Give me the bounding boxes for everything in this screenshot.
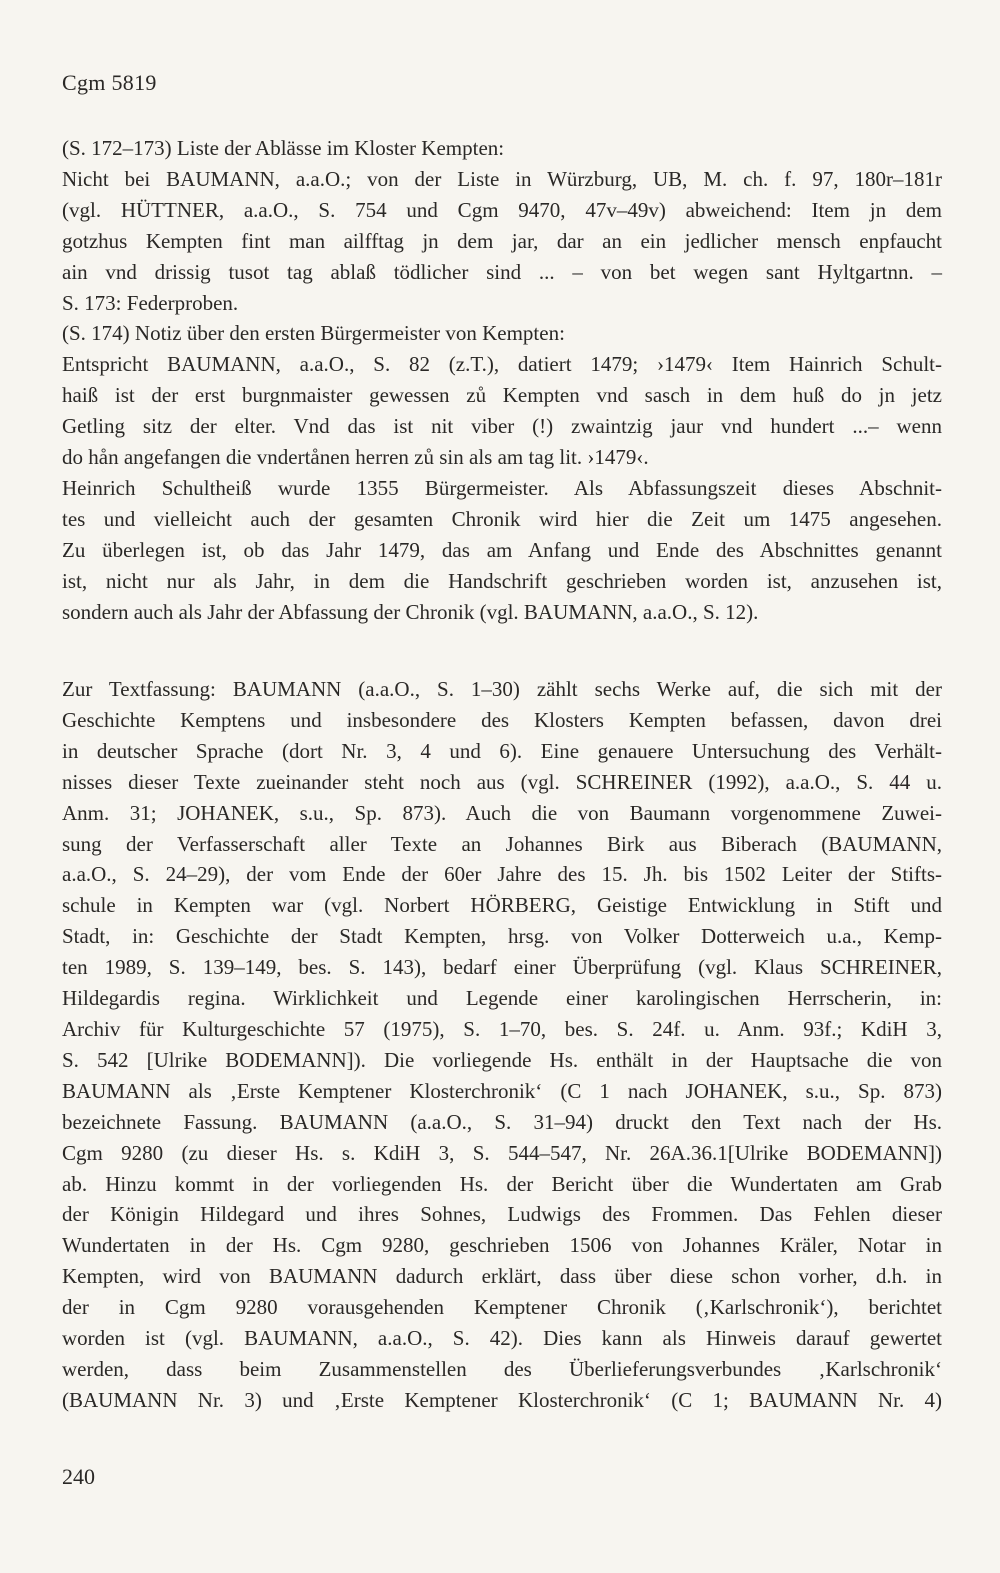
text-line: (S. 174) Notiz über den ersten Bürgermeister von Kempten: <box>62 321 565 346</box>
page-number: 240 <box>62 1464 95 1489</box>
text-line: schule in Kempten war (vgl. Norbert HÖRBERG, Geistige Entwicklung in Stift und <box>62 893 942 918</box>
text-line: tes und vielleicht auch der gesamten Chronik wird hier die Zeit um 1475 angesehen. <box>62 506 942 531</box>
text-line: Anm. 31; JOHANEK, s.u., Sp. 873). Auch die von Baumann vorgenommene Zuwei- <box>62 800 942 825</box>
text-line: Geschichte Kemptens und insbesondere des Klosters Kempten befassen, davon drei <box>62 707 942 732</box>
text-line: (S. 172–173) Liste der Ablässe im Kloster Kempten: <box>62 136 505 160</box>
text-line: (BAUMANN Nr. 3) und ‚Erste Kemptener Klosterchronik‘ (C 1; BAUMANN Nr. 4) <box>62 1387 942 1412</box>
text-line: sung der Verfasserschaft aller Texte an Johannes Birk aus Biberach (BAUMANN, <box>62 831 942 856</box>
text-line: ain vnd drissig tusot tag ablaß tödlicher sind ... – von bet wegen sant Hyltgartnn. – <box>62 259 942 284</box>
text-line: in deutscher Sprache (dort Nr. 3, 4 und 6). Eine genauere Untersuchung des Verhält- <box>62 738 942 763</box>
text-line: Wundertaten in der Hs. Cgm 9280, geschrieben 1506 von Johannes Kräler, Notar in <box>62 1233 942 1258</box>
text-line: do hån angefangen die vndertånen herren zů sin als am tag lit. ›1479‹. <box>62 445 649 470</box>
text-line: Heinrich Schultheiß wurde 1355 Bürgermeister. Als Abfassungszeit dieses Abschnit- <box>62 475 942 500</box>
text-line: Kempten, wird von BAUMANN dadurch erklärt, dass über diese schon vorher, d.h. in <box>62 1264 942 1289</box>
text-line: ab. Hinzu kommt in der vorliegenden Hs. der Bericht über die Wundertaten am Grab <box>62 1171 942 1196</box>
text-line: sondern auch als Jahr der Abfassung der Chronik (vgl. BAUMANN, a.a.O., S. 12). <box>62 599 759 624</box>
text-line: a.a.O., S. 24–29), der vom Ende der 60er Jahre des 15. Jh. bis 1502 Leiter der Stifts- <box>62 862 942 887</box>
catalog-entry-contents <box>62 133 942 628</box>
text-line: Cgm 9280 (zu dieser Hs. s. KdiH 3, S. 544–547, Nr. 26A.36.1[Ulrike BODEMANN]) <box>62 1140 942 1165</box>
text-line: Archiv für Kulturgeschichte 57 (1975), S. 1–70, bes. S. 24f. u. Anm. 93f.; KdiH 3, <box>62 1016 942 1041</box>
text-line: Zu überlegen ist, ob das Jahr 1479, das am Anfang und Ende des Abschnittes genannt <box>62 537 942 562</box>
text-line: ten 1989, S. 139–149, bes. S. 143), bedarf einer Überprüfung (vgl. Klaus SCHREINER, <box>62 955 942 980</box>
text-line: Entspricht BAUMANN, a.a.O., S. 82 (z.T.), datiert 1479; ›1479‹ Item Hainrich Schult- <box>62 352 942 377</box>
text-line: der Königin Hildegard und ihres Sohnes, Ludwigs des Frommen. Das Fehlen dieser <box>62 1202 942 1227</box>
text-line: BAUMANN als ‚Erste Kemptener Klosterchronik‘ (C 1 nach JOHANEK, s.u., Sp. 873) <box>62 1078 942 1103</box>
text-line: worden ist (vgl. BAUMANN, a.a.O., S. 42). Dies kann als Hinweis darauf gewertet <box>62 1326 942 1351</box>
text-line: der in Cgm 9280 vorausgehenden Kemptener Chronik (‚Karlschronik‘), berichtet <box>62 1295 942 1320</box>
text-line: Getling sitz der elter. Vnd das ist nit viber (!) zwaintzig jaur vnd hundert ...– wenn <box>62 414 942 439</box>
text-line: nisses dieser Texte zueinander steht noch aus (vgl. SCHREINER (1992), a.a.O., S. 44 u. <box>62 769 942 794</box>
text-line: S. 173: Federproben. <box>62 290 239 315</box>
text-line: (vgl. HÜTTNER, a.a.O., S. 754 und Cgm 9470, 47v–49v) abweichend: Item jn dem <box>62 197 942 222</box>
text-line: ist, nicht nur als Jahr, in dem die Handschrift geschrieben worden ist, anzusehen ist, <box>62 568 942 593</box>
text-line: Stadt, in: Geschichte der Stadt Kempten, hrsg. von Volker Dotterweich u.a., Kemp- <box>62 924 942 949</box>
text-line: Zur Textfassung: BAUMANN (a.a.O., S. 1–30) zählt sechs Werke auf, die sich mit der <box>62 677 942 701</box>
running-header: Cgm 5819 <box>62 70 157 95</box>
text-line: Nicht bei BAUMANN, a.a.O.; von der Liste in Würzburg, UB, M. ch. f. 97, 180r–181r <box>62 166 942 191</box>
text-line: bezeichnete Fassung. BAUMANN (a.a.O., S. 31–94) druckt den Text nach der Hs. <box>62 1109 942 1134</box>
text-version-paragraph <box>62 674 942 1416</box>
text-line: haiß ist der erst burgnmaister gewessen zů Kempten vnd sasch in dem huß do jn jetz <box>62 383 942 408</box>
text-line: S. 542 [Ulrike BODEMANN]). Die vorliegende Hs. enthält in der Hauptsache die von <box>62 1047 942 1072</box>
text-line: gotzhus Kempten fint man ailfftag jn dem jar, dar an ein jedlicher mensch enpfaucht <box>62 228 942 253</box>
text-line: Hildegardis regina. Wirklichkeit und Legende einer karolingischen Herrscherin, in: <box>62 986 942 1011</box>
text-line: werden, dass beim Zusammenstellen des Überlieferungsverbundes ‚Karlschronik‘ <box>62 1356 942 1381</box>
